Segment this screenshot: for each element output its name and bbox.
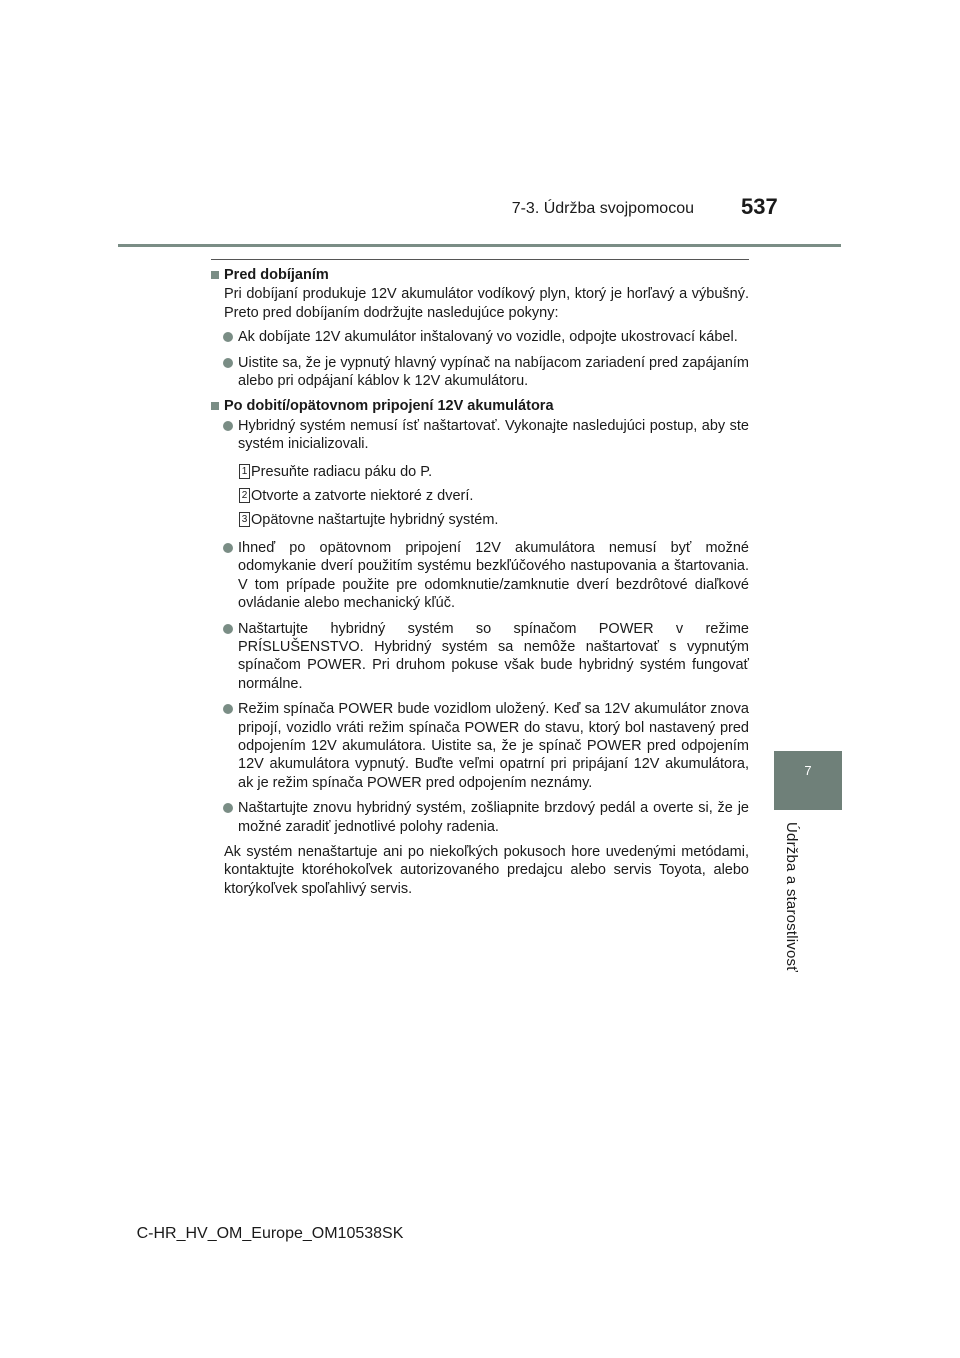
list-item: [211, 354, 749, 391]
list-item-text: Režim spínača POWER bude vozidlom uložený. Keď sa 12V akumulátor znova pripojí, vozidlo vráti režim spínača POWER do stavu, ktorý bol nastavený pred odpojením 12V akumulátora. Uistite sa, že je spínač POWER pred odpojením 12V akumulátora vypnutý. Buďte veľmi opatrní pri pripájaní 12V akumulátora, ak je režim spínača POWER pred odpojením neznámy.: [238, 701, 749, 791]
step-number-box: 2: [239, 488, 250, 503]
list-item: [211, 328, 749, 346]
step-text: Otvorte a zatvorte niektoré z dverí.: [251, 488, 474, 505]
circle-bullet-icon: [223, 358, 233, 368]
section-heading-text: Po dobití/opätovnom pripojení 12V akumulátora: [224, 398, 554, 415]
section-heading: [211, 397, 749, 415]
circle-bullet-icon: [223, 421, 233, 431]
chapter-title-vertical: Údržba a starostlivosť: [783, 822, 800, 973]
document-code: C-HR_HV_OM_Europe_OM10538SK: [136, 1225, 404, 1242]
list-item: [211, 417, 749, 454]
chapter-tab: [774, 751, 842, 810]
step-item: [211, 463, 749, 481]
list-item-text: Ak dobíjate 12V akumulátor inštalovaný vo vozidle, odpojte ukostrovací kábel.: [238, 329, 738, 346]
list-item-text: Hybridný systém nemusí ísť naštartovať. Vykonajte nasledujúci postup, aby ste systém inicializovali.: [238, 417, 749, 453]
list-item-text: Ihneď po opätovnom pripojení 12V akumulátora nemusí byť možné odomykanie dverí použitím systému bezkľúčového nastupovania a štartovania. V tom prípade použite pre odomknutie/zamknutie dverí bezdrôtové diaľkové ovládanie alebo mechanický kľúč.: [238, 539, 749, 612]
circle-bullet-icon: [223, 704, 233, 714]
circle-bullet-icon: [223, 332, 233, 342]
content-top-rule: [211, 259, 749, 260]
section-heading-text: Pred dobíjaním: [224, 267, 329, 283]
circle-bullet-icon: [223, 543, 233, 553]
step-item: [211, 487, 749, 505]
circle-bullet-icon: [223, 803, 233, 813]
list-item: [211, 799, 749, 836]
closing-paragraph: Ak systém nenaštartuje ani po niekoľkých pokusoch hore uvedenými metódami, kontaktujte ktoréhokoľvek autorizovaného predajcu alebo servis Toyota, alebo ktorýkoľvek spoľahlivý servis.: [224, 843, 749, 897]
square-bullet-icon: [211, 402, 219, 410]
section-heading: [211, 266, 749, 284]
list-item: [211, 539, 749, 613]
step-item: [211, 511, 749, 529]
list-item-text: Naštartujte znovu hybridný systém, zošliapnite brzdový pedál a overte si, že je možné zaradiť jednotlivé polohy radenia.: [238, 800, 749, 835]
list-item-text: Naštartujte hybridný systém so spínačom POWER v režime PRÍSLUŠENSTVO. Hybridný systém sa nemôže naštartovať s vypnutým spínačom POWER. Pri druhom pokuse však bude hybridný systém fungovať normálne.: [238, 620, 749, 692]
paragraph: Pri dobíjaní produkuje 12V akumulátor vodíkový plyn, ktorý je horľavý a výbušný. Preto pred dobíjaním dodržujte nasledujúce pokyny:: [224, 286, 749, 321]
step-text: Opätovne naštartujte hybridný systém.: [251, 512, 499, 529]
circle-bullet-icon: [223, 624, 233, 634]
section-title: 7-3. Údržba svojpomocou: [511, 200, 694, 217]
chapter-number: 7: [804, 763, 812, 778]
step-number-box: 1: [239, 464, 250, 479]
page-number: 537: [741, 194, 778, 219]
step-text: Presuňte radiacu páku do P.: [251, 463, 433, 480]
step-number-box: 3: [239, 512, 250, 527]
header-rule: [118, 244, 841, 247]
list-item-text: Uistite sa, že je vypnutý hlavný vypínač na nabíjacom zariadení pred zapájaním alebo pri odpájaní káblov k 12V akumulátoru.: [238, 354, 749, 390]
list-item: [211, 700, 749, 792]
square-bullet-icon: [211, 271, 219, 279]
list-item: [211, 620, 749, 694]
page-content: [211, 266, 749, 898]
